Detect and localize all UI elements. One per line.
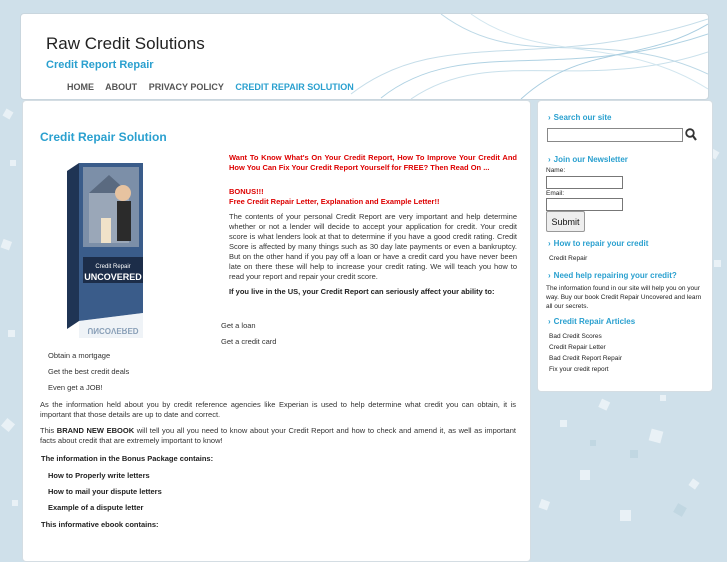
site-header <box>20 13 709 100</box>
howto-heading <box>548 239 648 248</box>
article-link[interactable]: Credit Repair Letter <box>549 344 606 351</box>
chevron-right-icon: › <box>548 239 551 248</box>
ability-item: Even get a JOB! <box>48 383 103 392</box>
name-label: Name: <box>546 167 566 174</box>
ebook-paragraph-post: will tell you all you need to know about your Credit Report and how to check and amend it, as well as important facts about credit that are extremely important to know! <box>40 426 516 445</box>
article-link[interactable]: Fix your credit report <box>549 366 609 373</box>
ability-item: Get a loan <box>221 321 256 330</box>
ebook-contains-heading: This informative ebook contains: <box>41 520 159 529</box>
chevron-right-icon: › <box>548 317 551 326</box>
howto-link[interactable]: Credit Repair <box>549 255 588 262</box>
site-subtitle: Credit Report Repair <box>46 59 154 71</box>
book-label-line2: UNCOVERED <box>84 272 142 282</box>
ebook-cover-image <box>61 163 221 338</box>
articles-heading <box>548 317 635 326</box>
ability-item: Get a credit card <box>221 337 277 346</box>
intro-column <box>229 153 517 302</box>
email-field[interactable] <box>546 198 623 211</box>
newsletter-heading-label: Join our Newsletter <box>553 155 628 164</box>
bonus-item: How to Properly write letters <box>48 471 150 480</box>
chevron-right-icon: › <box>548 113 551 122</box>
intro-paragraph: The contents of your personal Credit Report are very important and help determine whether or not a lender will decide to accept your application for credit. Your credit score is what lenders look at that to determine if you have a good credit rating. Credit Score is affected by many things such as 30 day late payments or even a bankruptcy. But on the other hand if you pay off a loan or have a credit card you have never been late on there these will help to increase your credit rating. We will teach you how to read your report and repair your credit score. <box>229 212 517 281</box>
us-intro: If you live in the US, your Credit Report can seriously affect your ability to: <box>229 287 495 296</box>
help-text: The information found in our site will help you on your way. Buy our book Credit Repair Uncovered and learn all our secrets. <box>546 285 702 310</box>
ability-item: Obtain a mortgage <box>48 351 111 360</box>
sidebar <box>537 100 713 392</box>
email-label: Email: <box>546 190 565 197</box>
nav-credit-repair-solution[interactable]: CREDIT REPAIR SOLUTION <box>235 82 354 92</box>
help-heading-label: Need help repairing your credit? <box>553 271 677 280</box>
nav-home[interactable]: HOME <box>67 82 94 92</box>
article-link[interactable]: Bad Credit Report Repair <box>549 355 622 362</box>
post-title[interactable]: Credit Repair Solution <box>40 130 167 144</box>
site-title[interactable]: Raw Credit Solutions <box>46 34 205 53</box>
name-field[interactable] <box>546 176 623 189</box>
bonus-text: Free Credit Repair Letter, Explanation and Example Letter!! <box>229 197 440 206</box>
search-heading-label: Search our site <box>553 113 612 122</box>
article-link[interactable]: Bad Credit Scores <box>549 333 602 340</box>
bonus-item: Example of a dispute letter <box>48 503 144 512</box>
ebook-paragraph <box>40 426 516 446</box>
howto-heading-label: How to repair your credit <box>553 239 649 248</box>
ebook-paragraph-pre: This <box>40 426 57 435</box>
search-input[interactable] <box>547 128 683 142</box>
agencies-paragraph: As the information held about you by credit reference agencies like Experian is used to help determine what credit you can obtain, it is important that those details are up to date and correct. <box>40 400 516 419</box>
main-content <box>22 100 531 562</box>
book-label-line1: Credit Repair <box>95 264 131 270</box>
main-nav <box>67 82 363 92</box>
book-reflection-text: UNCOVERED <box>87 326 139 335</box>
post-headline: Want To Know What's On Your Credit Report, How To Improve Your Credit And How You Can Fix Your Credit Report Yourself for FREE? Then Read On ... <box>229 153 517 172</box>
bonus-contains-heading: The information in the Bonus Package contains: <box>41 454 214 463</box>
ability-item: Get the best credit deals <box>48 367 130 376</box>
chevron-right-icon: › <box>548 155 551 164</box>
submit-button[interactable]: Submit <box>546 211 585 232</box>
search-heading <box>548 113 611 122</box>
help-heading <box>548 271 677 280</box>
chevron-right-icon: › <box>548 271 551 280</box>
bonus-item: How to mail your dispute letters <box>48 487 162 496</box>
nav-about[interactable]: ABOUT <box>105 82 138 92</box>
ebook-name: BRAND NEW EBOOK <box>56 426 135 435</box>
newsletter-heading <box>548 155 628 164</box>
nav-privacy-policy[interactable]: PRIVACY POLICY <box>148 82 224 92</box>
search-icon[interactable] <box>685 128 697 141</box>
bonus-title: BONUS!!! <box>229 187 264 196</box>
articles-heading-label: Credit Repair Articles <box>553 317 636 326</box>
